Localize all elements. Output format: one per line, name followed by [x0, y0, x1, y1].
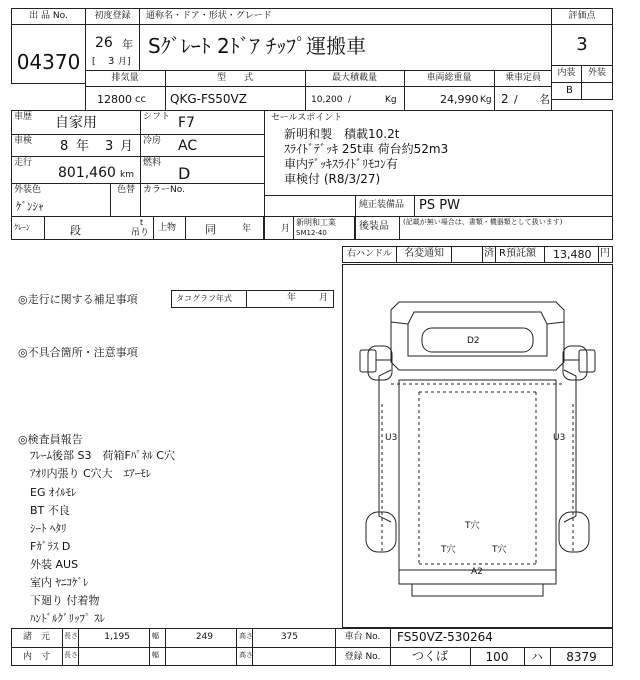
inspector-line: BT 不良 [30, 504, 70, 517]
color-value: ｹﾞﾝｼｬ [16, 200, 44, 213]
retrofit-note: (記載が無い場合は、書類・機器類として扱います) [403, 218, 563, 226]
notice-value-cell [451, 246, 483, 263]
tacho-month: 月 [319, 293, 329, 303]
year-unit: 年 [122, 38, 133, 51]
damage-mark: T穴 [465, 521, 480, 531]
inspection-label: 車検 [14, 136, 33, 146]
ac-value: AC [178, 138, 198, 154]
shift-label: シフト [143, 112, 171, 122]
chassis-label: 車台 No. [344, 632, 381, 642]
inspector-line: 下廻り 付着物 [30, 594, 100, 607]
damage-mark: A2 [471, 567, 483, 577]
max-load-label: 最大積載量 [331, 73, 377, 83]
color-label: 外装色 [14, 185, 42, 195]
body-same: 同 [205, 223, 216, 236]
month-num: 3 [108, 56, 115, 67]
displacement-unit: cc [135, 94, 146, 105]
body-year: 年 [242, 224, 252, 234]
chassis-value: FS50VZ-530264 [397, 630, 493, 644]
displacement-value: 12800 [97, 93, 132, 106]
year-num: 26 [95, 35, 113, 51]
equipment-label: 純正装備品 [359, 200, 405, 210]
sales-point-line: 車内ﾃﾞｯｷｽﾗｲﾄﾞﾘﾓｺﾝ有 [284, 157, 399, 171]
damage-mark: U3 [385, 433, 398, 443]
sales-point-line: 車検付 (R8/3/27) [284, 172, 381, 186]
model-code: QKG-FS50VZ [170, 92, 247, 106]
month-unit: 月] [118, 57, 131, 67]
inspector-line: 外装 AUS [30, 558, 79, 571]
front-wheel-right [563, 346, 587, 380]
inner-width-label: 幅 [152, 651, 159, 659]
reg-kana: ハ [530, 650, 543, 664]
gross-weight-label: 車両総重量 [426, 73, 472, 83]
reg-number: 8379 [566, 650, 597, 664]
width-label: 幅 [152, 632, 159, 640]
damage-mark: U3 [553, 433, 566, 443]
inspector-line: ｱｵﾘ内張り C穴大 ｴｱｰﾓﾚ [30, 467, 152, 480]
inspector-line: ﾊﾝﾄﾞﾙｸﾞﾘｯﾌﾟ ｽﾚ [30, 612, 105, 625]
inspection-year: 8 [60, 139, 69, 154]
height-value: 375 [280, 632, 298, 642]
inspection-month-unit: 月 [120, 139, 134, 154]
tacho-label: タコグラフ年式 [176, 294, 232, 303]
sales-point-line: ｽﾗｲﾄﾞﾃﾞｯｷ 25t車 荷台約52m3 [284, 142, 449, 156]
recycle-deposit-label: R預託額 [499, 248, 536, 259]
supplement-label: ◎走行に関する補足事項 [18, 293, 138, 306]
color-no-label: カラーNo. [143, 185, 185, 195]
damage-mark: D2 [467, 336, 480, 346]
notice-label: 名変通知 [404, 248, 444, 259]
equipment-value: PS PW [419, 198, 460, 213]
color-change-text: 色替 [117, 185, 136, 195]
month-open: [ [92, 57, 96, 67]
gross-weight-value: 24,990 [440, 93, 479, 106]
exterior-label: 外装 [587, 68, 606, 78]
gross-weight-unit: Kg [480, 95, 492, 105]
sales-points-label: セールスポイント [271, 113, 343, 123]
rear-wheel-right [559, 512, 589, 552]
fuel-value: D [178, 164, 191, 183]
body-maker1: 新明和工業 [296, 218, 336, 227]
body-maker2: SM12-40 [296, 229, 327, 237]
crane-label: ｸﾚｰﾝ [14, 223, 30, 232]
displacement-label: 排気量 [111, 73, 139, 83]
grade-label: 評価点 [568, 11, 596, 21]
model-label: 型 式 [216, 73, 253, 83]
reg-class: 100 [485, 650, 509, 664]
lot-no-label: 出 品 No. [29, 11, 68, 21]
damage-mark: T穴 [441, 545, 456, 555]
mileage-unit: km [120, 170, 134, 180]
crane-ton: t [140, 218, 144, 227]
grade-value: 3 [576, 34, 588, 55]
reg-region: つくば [411, 649, 448, 663]
history-label: 車歴 [14, 112, 33, 122]
cab-roof [408, 312, 547, 356]
width-value: 249 [195, 632, 213, 642]
defect-label: ◎不具合箇所・注意事項 [18, 346, 138, 359]
front-wheel-left [368, 346, 392, 380]
inspector-label: ◎検査員報告 [18, 433, 83, 446]
crane-stage: 段 [70, 224, 81, 237]
ac-label: 冷房 [143, 136, 162, 146]
capacity-label: 乗車定員 [504, 73, 541, 83]
interior-label: 内装 [557, 68, 576, 78]
inner-label: 内 寸 [22, 652, 50, 662]
inspection-month: 3 [105, 139, 114, 154]
inspector-line: ﾌﾚｰﾑ後部 S3 荷箱Fﾊﾟﾈﾙ C穴 [30, 449, 175, 462]
reg-label: 登録 No. [344, 652, 381, 662]
body-month: 月 [281, 224, 291, 234]
inner-height-label: 高さ [239, 651, 253, 659]
capacity-value: 2 [501, 92, 509, 106]
max-load-unit: Kg [385, 95, 397, 105]
shift-value: F7 [178, 115, 195, 131]
model-name: Sｸﾞﾚｰﾄ 2ﾄﾞｱ ﾁｯﾌﾟ運搬車 [148, 34, 367, 58]
interior-value: B [566, 85, 573, 96]
recycle-deposit-value: 13,480 [553, 248, 592, 261]
max-load-sep: / [348, 95, 352, 105]
history-value: 自家用 [55, 115, 97, 131]
capacity-sep: / [514, 93, 518, 106]
dims-label: 諸 元 [22, 632, 50, 642]
damage-mark: T穴 [492, 545, 507, 555]
recycle-label: 済 [484, 248, 494, 259]
length-label: 長さ [64, 632, 78, 640]
lot-no: 04370 [16, 50, 81, 74]
inspector-line: 室内 ﾔﾆｺｹﾞﾚ [30, 576, 89, 589]
sales-point-line: 新明和製 積載10.2t [284, 127, 400, 141]
body-label: 上物 [158, 223, 177, 233]
rear-wheel-left [366, 512, 396, 552]
capacity-unit: 名 [539, 93, 550, 106]
inspector-line: EG ｵｲﾙﾓﾚ [30, 486, 77, 499]
inspection-year-unit: 年 [76, 139, 90, 154]
tacho-year: 年 [287, 293, 297, 303]
name-label: 通称名・ドア・形状・グレード [146, 11, 272, 21]
height-label: 高さ [239, 632, 253, 640]
length-value: 1,195 [104, 632, 130, 642]
exterior-value-cell [581, 82, 613, 100]
mileage-value: 801,460 [58, 165, 116, 181]
handle-label: 右ハンドル [346, 249, 392, 259]
crane-hoist: 吊り [131, 228, 150, 238]
rear-bumper [412, 584, 543, 596]
mileage-label: 走行 [14, 158, 33, 168]
recycle-unit: 円 [600, 248, 610, 259]
fuel-label: 燃料 [143, 158, 162, 168]
inspector-line: Fｶﾞﾗｽ D [30, 540, 71, 553]
max-load-value: 10,200 [311, 95, 343, 105]
inner-length-label: 長さ [64, 651, 78, 659]
retrofit-label: 後装品 [359, 221, 389, 232]
cargo-bed [399, 380, 556, 570]
first-reg-label: 初度登録 [94, 11, 131, 21]
inspector-line: ｼｰﾄ ﾍﾀﾘ [30, 522, 67, 535]
